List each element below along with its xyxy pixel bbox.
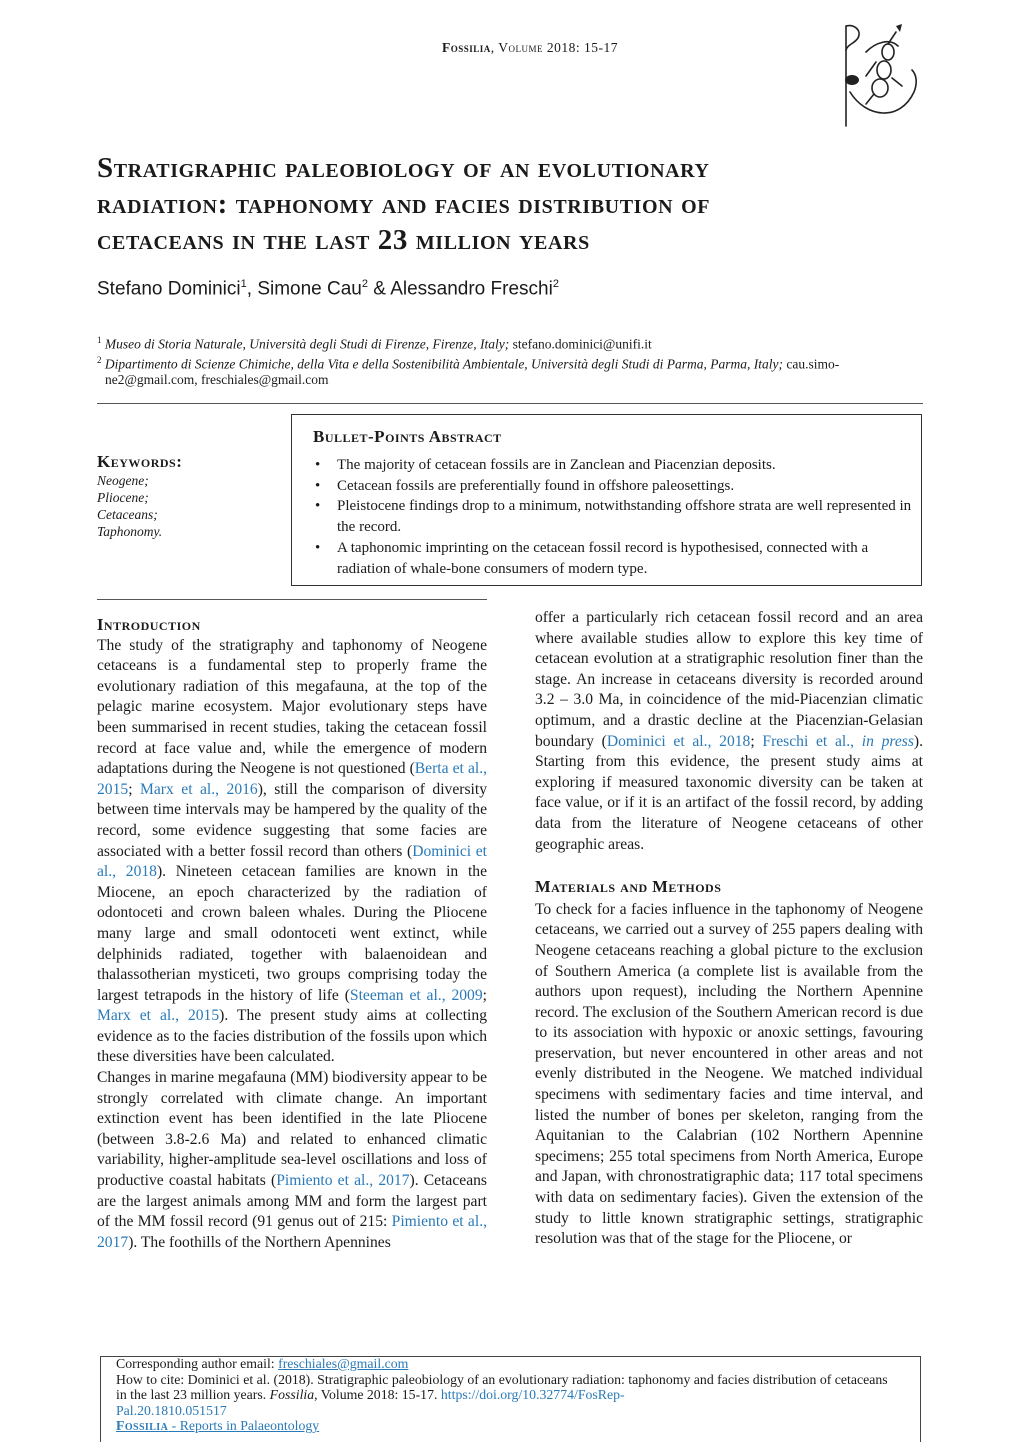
email-link[interactable]: freschiales@gmail.com xyxy=(278,1356,409,1371)
keyword-item: Taphonomy. xyxy=(97,524,163,539)
journal-header xyxy=(370,40,690,56)
introduction-heading: Introduction xyxy=(97,615,201,634)
authors xyxy=(97,278,559,300)
keywords-title: Keywords: xyxy=(97,452,183,471)
author-2: Simone Cau xyxy=(257,278,362,300)
author-1: Stefano Dominici xyxy=(97,278,241,300)
author-1-affil: 1 xyxy=(240,278,247,290)
affiliation-1-email: stefano.dominici@unifi.it xyxy=(509,336,652,352)
affiliation-1-text: Museo di Storia Naturale, Università degli Studi di Firenze, Firenze, Italy; xyxy=(104,336,510,352)
journal-name: Fossilia xyxy=(441,40,491,55)
citation-link[interactable]: Marx et al., 2015 xyxy=(97,1007,220,1025)
title-line-1: Stratigraphic paleobiology of an evolutionary xyxy=(97,152,710,184)
intro-paragraph-3: offer a particularly rich cetacean fossil record and an area where available studies allow to explore this key time of cetacean evolution at a stratigraphic resolution finer than the stage. An increase in cetaceans diversity is recorded around 3.2 – 3.0 Ma, in coincidence of the mid-Piacenzian climatic optimum, and a drastic decline at the Piacenzian-Gelasian boundary (Dominici et al., 2018; Freschi et al., in press). Starting from this evidence, the present study aims at exploring if measured taxonomic diversity can be taken at face value, or if it is an artifact of the fossil record, by adding data from the literature of Neogene cetaceans of other geographic areas. xyxy=(535,609,924,853)
bullet-points-abstract xyxy=(291,414,922,586)
abstract-title: Bullet-Points Abstract xyxy=(313,427,502,446)
left-column xyxy=(97,615,487,1253)
abstract-bullet: • The majority of cetacean fossils are in Zanclean and Piacenzian deposits. xyxy=(313,455,913,476)
header-divider xyxy=(97,403,923,404)
affiliation-2-number: 2 xyxy=(97,355,102,365)
corresponding-email-line: Corresponding author email: freschiales@gmail.com xyxy=(116,1356,409,1371)
intro-divider xyxy=(97,599,487,600)
journal-footer xyxy=(116,1418,896,1434)
doi-link[interactable]: https://doi.org/10.32774/FosRep- Pal.20.1810.051517 xyxy=(116,1387,625,1418)
author-3: Alessandro Freschi xyxy=(390,278,553,300)
keyword-item: Neogene; xyxy=(97,473,149,488)
title-line-2: radiation: taphonomy and facies distribution of xyxy=(97,188,711,220)
citation-link[interactable]: Dominici et al., 2018 xyxy=(606,732,751,750)
journal-volume: , Volume 2018: 15-17 xyxy=(490,40,618,55)
abstract-bullets xyxy=(313,455,913,579)
citation-link[interactable]: Pimiento et al., 2017 xyxy=(97,1213,487,1251)
affiliation-2-text: Dipartimento di Scienze Chimiche, della Vita e della Sostenibilità Ambientale, Università degli Studi di Parma, Parma, Italy; xyxy=(104,356,784,372)
paper-title xyxy=(97,150,907,258)
affiliation-1-number: 1 xyxy=(97,335,102,345)
affiliation-2-email: cau.simo- xyxy=(783,356,840,372)
citation-link[interactable]: Dominici et al., 2018 xyxy=(97,842,487,881)
citation-link[interactable]: Freschi et al., in press xyxy=(762,732,914,750)
author-sep-2: & xyxy=(368,278,391,300)
journal-footer-link[interactable]: Fossilia - Reports in Palaeontology xyxy=(116,1418,320,1434)
author-2-affil: 2 xyxy=(361,278,368,290)
keyword-item: Cetaceans; xyxy=(97,507,158,522)
keywords-block xyxy=(97,452,277,540)
keyword-item: Pliocene; xyxy=(97,490,149,505)
citation-link[interactable]: Steeman et al., 2009 xyxy=(349,986,483,1004)
abstract-bullet: • A taphonomic imprinting on the cetacean fossil record is hypothesised, connected with a radiation of whale-bone consumers of modern type. xyxy=(313,538,913,579)
methods-paragraph: To check for a facies influence in the taphonomy of Neogene cetaceans, we carried out a survey of 255 papers dealing with Neogene cetaceans reaching a global picture to the exclusion of Southern America (a complete list is available from the authors upon request), including the Northern Apennine record. The exclusion of the Southern American record is due to its association with hypoxic or anoxic settings, favouring preservation, but never encountered in other areas and not evenly distributed in the Neogene. We matched individual specimens with sedimentary facies and time interval, and listed the number of bones per skeleton, ranging from the Aquitanian to the Calabrian (102 Northern Apennine specimens; 255 total specimens from North America, Europe and Japan, with chronostratigraphic data; 117 total specimens with data on sedimentary facies). Given the extension of the study to little known stratigraphic settings, stratigraphic resolution was that of the stage for the Pliocene, or xyxy=(535,900,923,1248)
author-sep-1: , xyxy=(246,278,258,300)
affiliation-2-line-2: ne2@gmail.com, freschiales@gmail.com xyxy=(105,372,329,387)
title-line-3: cetaceans in the last 23 million years xyxy=(97,224,590,256)
materials-methods-heading: Materials and Methods xyxy=(535,877,722,897)
journal-logo-icon xyxy=(836,22,920,134)
how-to-cite: How to cite: Dominici et al. (2018). Stratigraphic paleobiology of an evolutionary radiation: taphonomy and facies distribution of cetaceans in the last 23 million years. Fossilia, Volume 2018: 15-17. https://doi.org/10.32774/FosRep- Pal.20.1810.051517 xyxy=(116,1371,888,1418)
abstract-bullet: • Cetacean fossils are preferentially found in offshore paleosettings. xyxy=(313,476,913,497)
right-column xyxy=(535,608,923,1250)
citation-link[interactable]: Pimiento et al., 2017 xyxy=(276,1172,410,1190)
footer-text xyxy=(116,1356,896,1434)
intro-paragraph-2: Changes in marine megafauna (MM) biodiversity appear to be strongly correlated with climate change. An important extinction event has been identified in the late Pliocene (between 3.8-2.6 Ma) and related to enhanced climatic variability, higher-amplitude sea-level oscillations and loss of productive coastal habitats (Pimiento et al., 2017). Cetaceans are the largest animals among MM and form the largest part of the MM fossil record (91 genus out of 215: Pimiento et al., 2017). The foothills of the Northern Apennines xyxy=(97,1069,487,1251)
citation-link[interactable]: Berta et al., 2015 xyxy=(97,760,487,798)
author-3-affil: 2 xyxy=(552,278,559,290)
intro-paragraph-1: The study of the stratigraphy and taphonomy of Neogene cetaceans is a fundamental step to properly frame the evolutionary radiation of this megafauna, at the top of the pelagic marine ecosystem. Major evolutionary steps have been summarised in recent studies, taking the cetacean fossil record at face value and, while the emergence of modern adaptations during the Neogene is not questioned (Berta et al., 2015; Marx et al., 2016), still the comparison of diversity between time intervals may be hampered by the quality of the record, some evidence suggesting that some facies are associated with a better fossil record than others (Dominici et al., 2018). Nineteen cetacean families are known in the Miocene, an epoch characterized by the radiation of odontoceti and crown baleen whales. During the Pliocene many large and small odontoceti went extinct, while delphinids radiated, together with balaenoidean and thalassotherian mysticeti, two groups comprising today the largest tetrapods in the history of life (Steeman et al., 2009; Marx et al., 2015). The present study aims at collecting evidence as to the facies distribution of the fossils upon which these diversities have been calculated. xyxy=(97,636,487,1066)
citation-link[interactable]: Marx et al., 2016 xyxy=(140,780,258,798)
abstract-bullet: • Pleistocene findings drop to a minimum, notwithstanding offshore strata are well represented in the record. xyxy=(313,496,913,537)
